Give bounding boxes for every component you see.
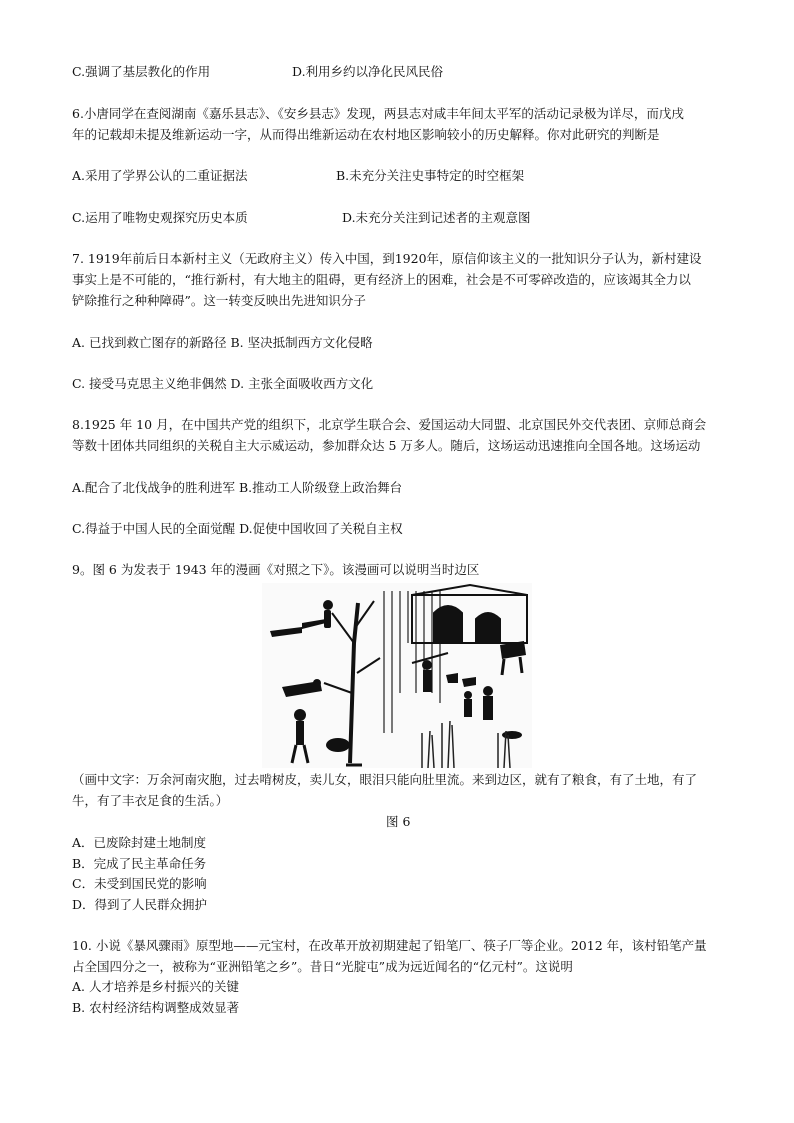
q7-stem-line-2: 事实上是不可能的，“推行新村，有大地主的阻碍，更有经济上的困难，社会是不可零碎改造的，应该竭其全力以 (72, 272, 691, 287)
q6-option-a: A.采用了学界公认的二重证据法 (72, 168, 248, 183)
q9-option-c: C．未受到国民党的影响 (72, 876, 207, 891)
q5-option-c: C.强调了基层教化的作用 (72, 64, 211, 79)
q6-option-b: B.未充分关注史事特定的时空框架 (336, 168, 525, 183)
q9-stem: 9。图 6 为发表于 1943 年的漫画《对照之下》。该漫画可以说明当时边区 (72, 562, 480, 577)
q8-stem-line-1: 8.1925 年 10 月，在中国共产党的组织下，北京学生联合会、爱国运动大同盟、北京国民外交代表团、京师总商会 (72, 417, 707, 432)
q7-options-ab: A. 已找到救亡图存的新路径 B. 坚决抵制西方文化侵略 (72, 335, 373, 350)
q8-options-cd: C.得益于中国人民的全面觉醒 D.促使中国收回了关税自主权 (72, 521, 403, 536)
q6-stem-line-1: 6.小唐同学在查阅湖南《嘉乐县志》、《安乡县志》发现，两县志对咸丰年间太平军的活动记录极为详尽，而戊戌 (72, 106, 684, 121)
q6-option-d: D.未充分关注到记述者的主观意图 (342, 210, 531, 225)
q7-stem-line-1: 7. 1919年前后日本新村主义（无政府主义）传入中国，到1920年，原信仰该主义的一批知识分子认为，新村建设 (72, 251, 702, 266)
q10-stem-line-2: 占全国四分之一，被称为“亚洲铅笔之乡”。昔日“光腚屯”成为远近闻名的“亿元村”。这说明 (72, 959, 573, 974)
q9-option-b: B．完成了民主革命任务 (72, 856, 207, 871)
cartoon-illustration (262, 583, 532, 768)
q9-figure-text-line-1: （画中文字：万余河南灾胞，过去啃树皮，卖儿女，眼泪只能向肚里流。来到边区，就有了粮食，有了土地，有了 (72, 772, 698, 787)
q6-option-c: C.运用了唯物史观探究历史本质 (72, 210, 248, 225)
q10-option-a: A. 人才培养是乡村振兴的关键 (72, 979, 239, 994)
q9-figure-text-line-2: 牛，有了丰衣足食的生活。） (72, 793, 229, 808)
q9-option-d: D．得到了人民群众拥护 (72, 897, 208, 912)
q6-stem-line-2: 年的记载却未提及维新运动一字，从而得出维新运动在农村地区影响较小的历史解释。你对此研究的判断是 (72, 127, 660, 142)
q8-stem-line-2: 等数十团体共同组织的关税自主大示威运动，参加群众达 5 万多人。随后，这场运动迅速推向全国各地。这场运动 (72, 438, 701, 453)
q5-option-d: D.利用乡约以净化民风民俗 (292, 64, 444, 79)
q7-options-cd: C. 接受马克思主义绝非偶然 D. 主张全面吸收西方文化 (72, 376, 374, 391)
q10-option-b: B. 农村经济结构调整成效显著 (72, 1000, 240, 1015)
q9-option-a: A．已废除封建土地制度 (72, 835, 207, 850)
q7-stem-line-3: 铲除推行之种种障碍”。这一转变反映出先进知识分子 (72, 293, 366, 308)
q10-stem-line-1: 10. 小说《暴风骤雨》原型地——元宝村，在改革开放初期建起了铅笔厂、筷子厂等企业。2012 年，该村铅笔产量 (72, 938, 707, 953)
cartoon-figure (262, 583, 532, 768)
q8-options-ab: A.配合了北伐战争的胜利进军 B.推动工人阶级登上政治舞台 (72, 480, 403, 495)
figure-caption: 图 6 (386, 814, 411, 829)
